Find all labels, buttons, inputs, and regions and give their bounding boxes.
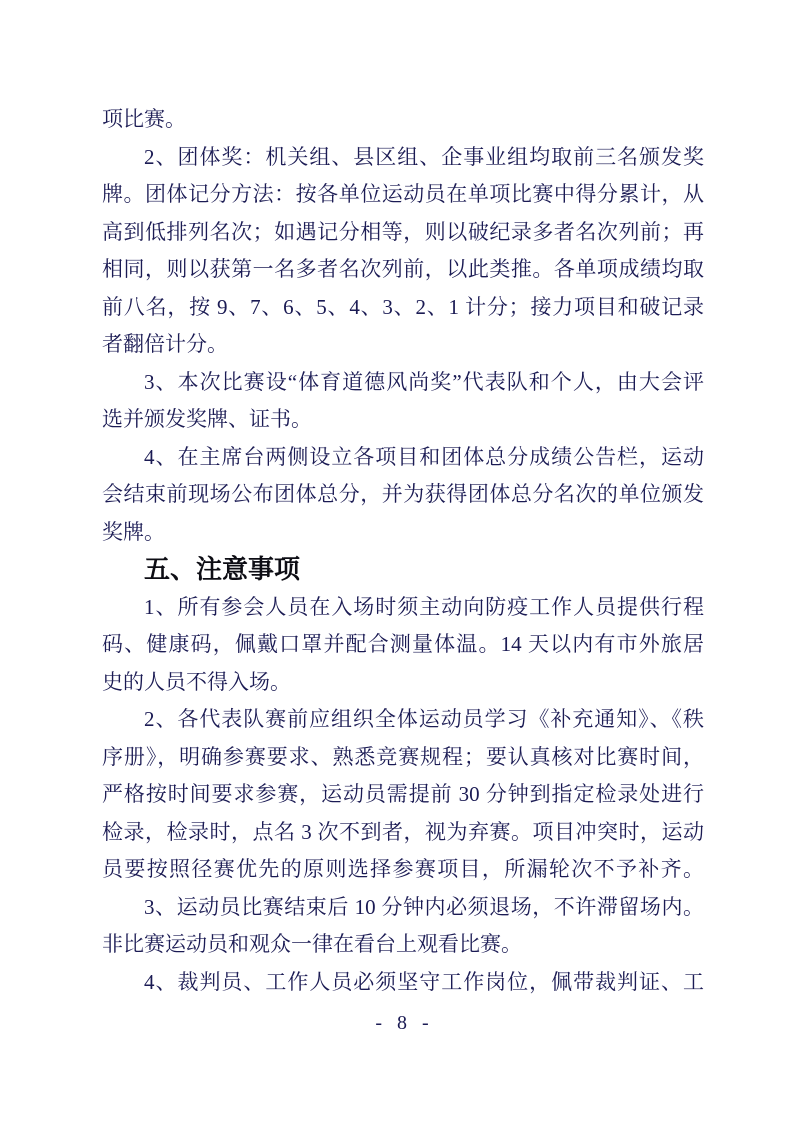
text-line: 前八名，按 9、7、6、5、4、3、2、1 计分；接力项目和破记录: [102, 294, 704, 319]
text-line: 序册》，明确参赛要求、熟悉竞赛规程；要认真核对比赛时间，: [102, 744, 704, 769]
text-line: 1、所有参会人员在入场时须主动向防疫工作人员提供行程: [144, 594, 704, 619]
page-number: - 8 -: [375, 1012, 431, 1034]
text-line: 者翻倍计分。: [102, 332, 228, 356]
text-line: 史的人员不得入场。: [102, 669, 291, 694]
text-line: 员要按照径赛优先的原则选择参赛项目，所漏轮次不予补齐。: [102, 857, 704, 881]
text-line: 严格按时间要求参赛，运动员需提前 30 分钟到指定检录处进行: [102, 782, 704, 806]
text-line: 2、各代表队赛前应组织全体运动员学习《补充通知》、《秩: [144, 707, 704, 731]
text-line: 项比赛。: [102, 107, 186, 131]
text-line: 2、团体奖：机关组、县区组、企事业组均取前三名颁发奖: [144, 144, 704, 169]
text-line: 非比赛运动员和观众一律在看台上观看比赛。: [102, 932, 522, 956]
text-line: 牌。团体记分方法：按各单位运动员在单项比赛中得分累计，从: [102, 182, 704, 206]
text-line: 选并颁发奖牌、证书。: [102, 407, 312, 431]
text-line: 3、本次比赛设“体育道德风尚奖”代表队和个人，由大会评: [144, 369, 704, 394]
text-line: 3、运动员比赛结束后 10 分钟内必须退场，不许滞留场内。: [144, 894, 704, 919]
text-line: 高到低排列名次；如遇记分相等，则以破纪录多者名次列前；再: [102, 219, 704, 244]
text-line: 码、健康码，佩戴口罩并配合测量体温。14 天以内有市外旅居: [102, 632, 704, 656]
text-line: 会结束前现场公布团体总分，并为获得团体总分名次的单位颁发: [102, 482, 704, 506]
text-line: 相同，则以获第一名多者名次列前，以此类推。各单项成绩均取: [102, 257, 704, 281]
text-line: 4、在主席台两侧设立各项目和团体总分成绩公告栏，运动: [144, 444, 704, 469]
section-heading: 五、注意事项: [144, 554, 301, 584]
document-body: [102, 101, 704, 1001]
text-line: 奖牌。: [102, 519, 165, 544]
text-line: 检录，检录时，点名 3 次不到者，视为弃赛。项目冲突时，运动: [102, 819, 704, 844]
text-line: 4、裁判员、工作人员必须坚守工作岗位，佩带裁判证、工: [144, 969, 704, 994]
